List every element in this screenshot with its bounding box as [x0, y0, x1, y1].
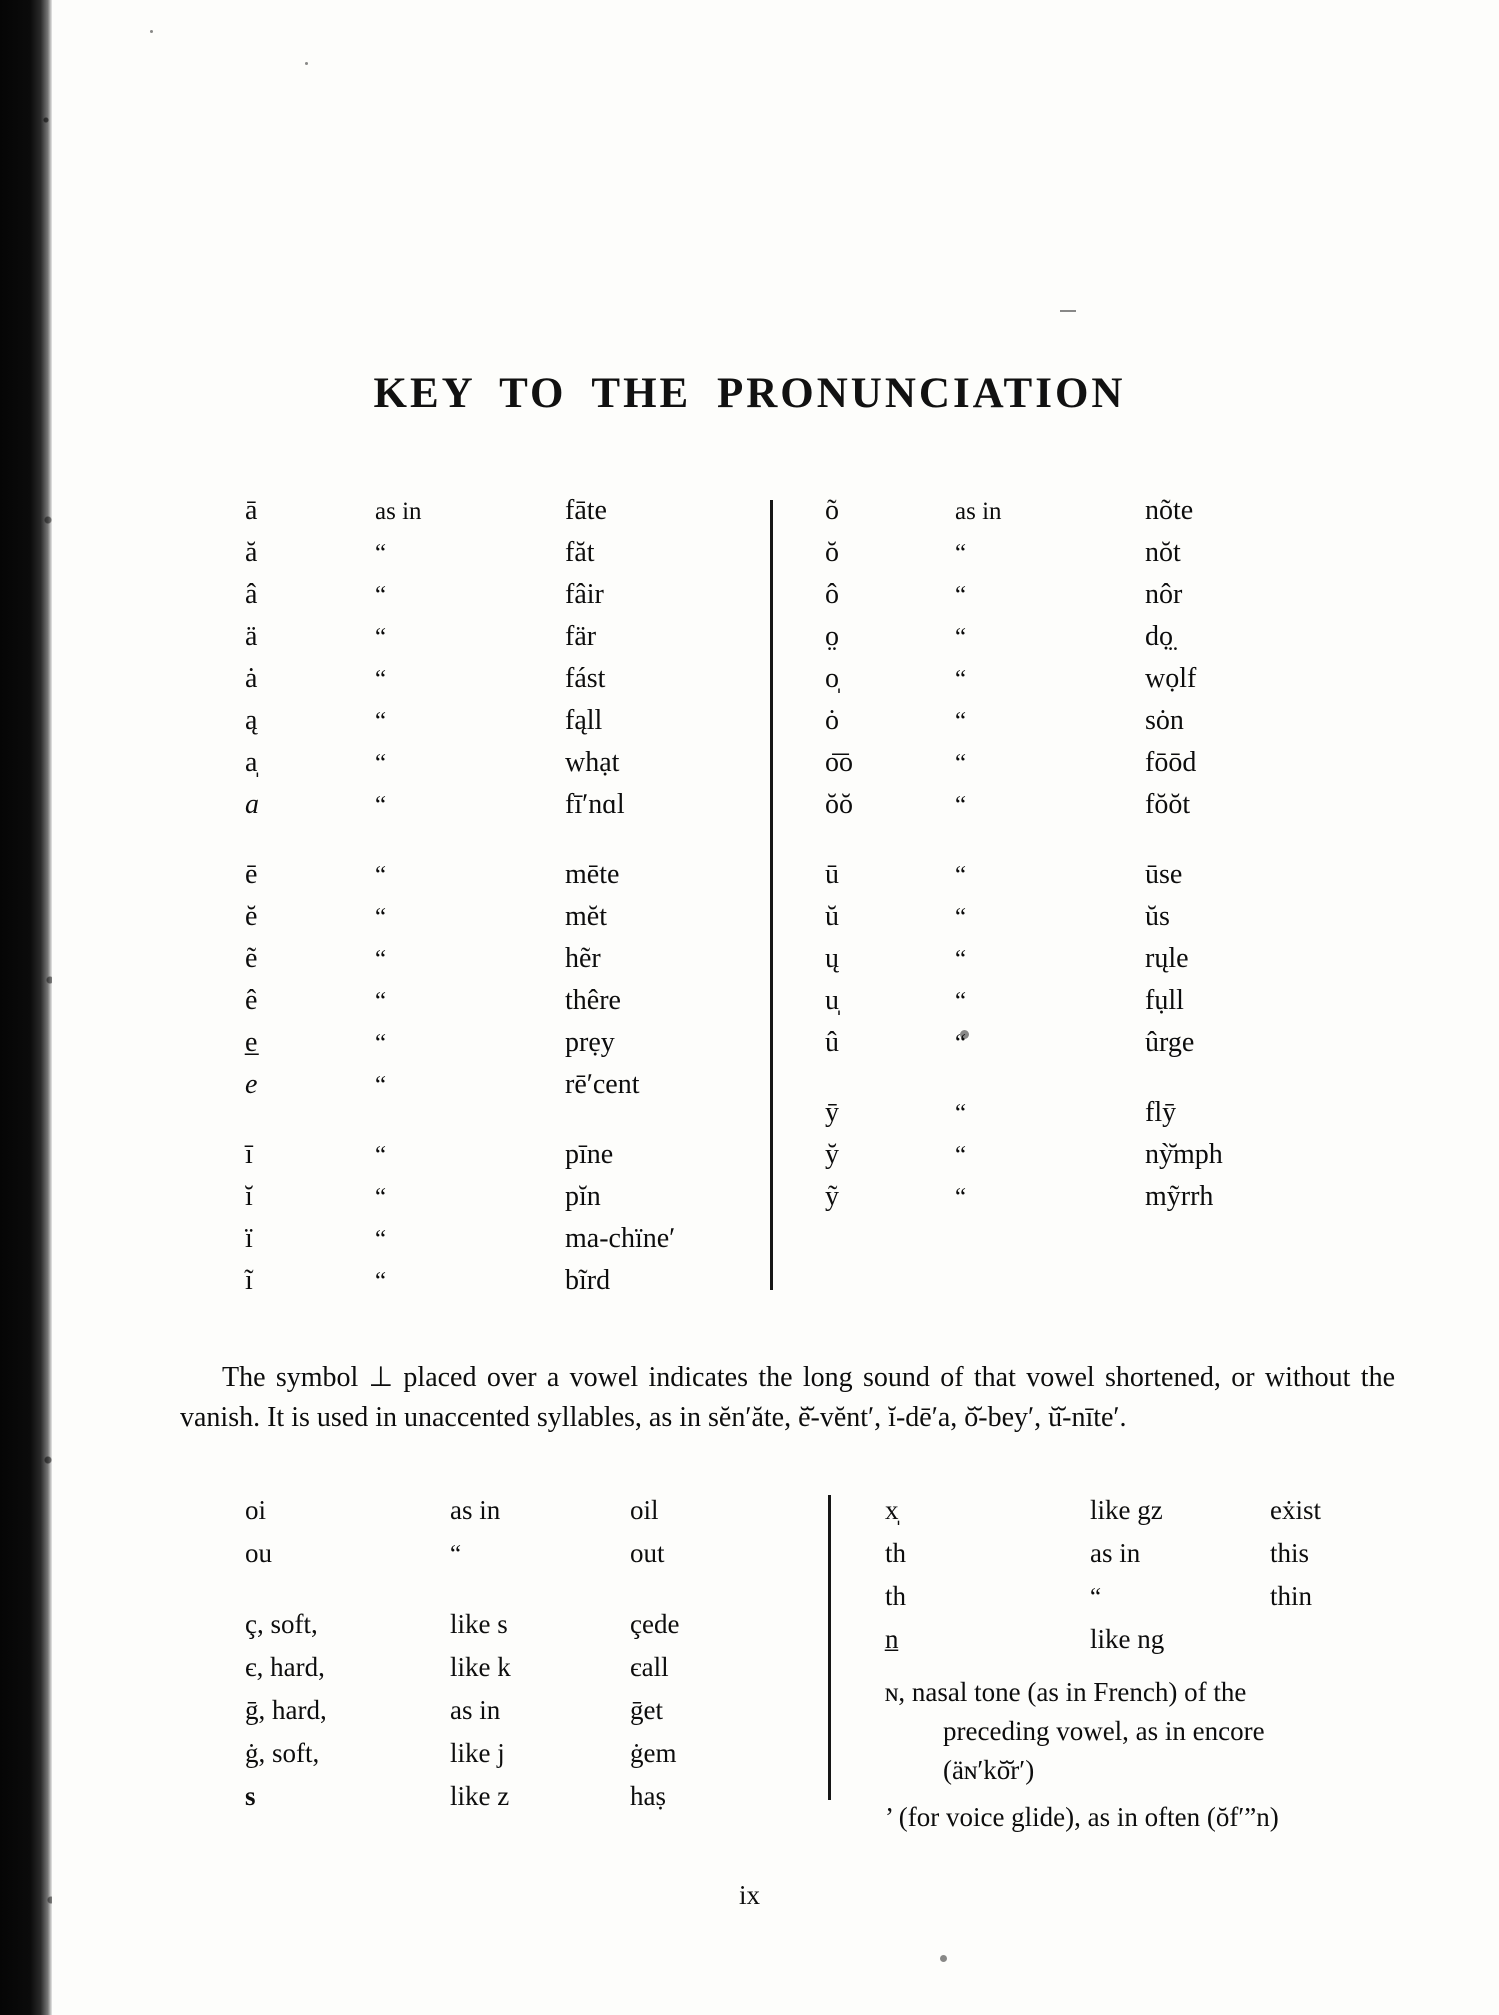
table-row	[245, 985, 805, 1027]
vowel-symbol: ẽ	[245, 943, 258, 974]
vowel-asin: “	[375, 862, 388, 889]
table-row	[825, 1181, 1385, 1223]
consonant-symbol: th	[885, 1581, 907, 1611]
table-row	[825, 901, 1385, 943]
row-spacer	[825, 831, 1385, 859]
vowel-symbol: o͞o	[825, 747, 853, 778]
vowel-example: pīne	[565, 1139, 614, 1170]
table-row	[245, 1495, 845, 1538]
vowel-symbol: ų	[825, 943, 839, 974]
table-row	[825, 1139, 1385, 1181]
table-row	[245, 1652, 845, 1695]
consonant-relation: like gz	[1090, 1495, 1163, 1525]
vowel-asin: “	[375, 1072, 388, 1099]
consonant-example: oil	[630, 1495, 659, 1525]
vowel-symbol: ī	[245, 1139, 253, 1170]
vowel-example: rųle	[1145, 943, 1189, 974]
vowel-asin: “	[375, 582, 388, 609]
consonant-relation: like s	[450, 1609, 508, 1639]
vowel-asin: as in	[955, 498, 1002, 525]
vowel-example: ūse	[1145, 859, 1183, 890]
table-row	[245, 1139, 805, 1181]
scan-speck	[940, 1955, 947, 1962]
consonant-symbol: x̩	[885, 1495, 899, 1525]
vowel-symbol: ŏ	[825, 537, 839, 568]
vowel-asin: “	[955, 1030, 968, 1057]
consonant-example: çede	[630, 1609, 680, 1639]
vowel-symbol: ȳ	[825, 1097, 839, 1128]
vowel-symbol: ĕ	[245, 901, 258, 932]
consonant-column-right	[885, 1495, 1465, 1838]
consonant-relation: like k	[450, 1652, 511, 1682]
vowel-example: mỹrrh	[1145, 1181, 1214, 1212]
vowel-symbol: õ	[825, 495, 839, 526]
vowel-asin: “	[955, 792, 968, 819]
consonant-relation: like j	[450, 1738, 505, 1768]
consonant-example: ġem	[630, 1738, 677, 1768]
table-row	[825, 1027, 1385, 1069]
vowel-example: rēʹcent	[565, 1069, 640, 1100]
table-row	[245, 579, 805, 621]
table-row	[245, 1223, 805, 1265]
vowel-asin: “	[955, 1100, 968, 1127]
vowel-symbol: ū	[825, 859, 839, 890]
vowel-example: bĩrd	[565, 1265, 611, 1296]
table-row	[245, 859, 805, 901]
explanatory-paragraph	[180, 1358, 1395, 1438]
vowel-example: fŏŏt	[1145, 789, 1191, 820]
vowel-asin: “	[375, 666, 388, 693]
vowel-symbol: â	[245, 579, 258, 610]
vowel-symbol: û	[825, 1027, 839, 1058]
vowel-column-left	[245, 495, 805, 1307]
nasal-note-line-2: preceding vowel, as in encore	[943, 1716, 1265, 1747]
table-row	[885, 1624, 1465, 1667]
vowel-example: dọ̤	[1145, 621, 1173, 652]
consonant-symbol: ḡ, hard,	[245, 1695, 327, 1725]
vowel-example: nôr	[1145, 579, 1183, 610]
vowel-symbol: ā	[245, 495, 258, 526]
table-row	[825, 943, 1385, 985]
table-row	[245, 621, 805, 663]
consonant-example: eẋist	[1270, 1495, 1321, 1525]
table-row	[245, 1781, 845, 1824]
vowel-example: prẹy	[565, 1027, 615, 1058]
vowel-example: fär	[565, 621, 597, 652]
vowel-symbol: a̩	[245, 747, 258, 778]
table-row	[245, 537, 805, 579]
table-row	[825, 621, 1385, 663]
row-spacer	[245, 1581, 845, 1609]
vowel-symbol: ê	[245, 985, 258, 1016]
vowel-example: hẽr	[565, 943, 601, 974]
table-row	[245, 705, 805, 747]
vowel-symbol: ỹ	[825, 1181, 839, 1212]
vowel-symbol: ô	[825, 579, 839, 610]
nasal-tone-note	[885, 1673, 1465, 1790]
table-row	[245, 495, 805, 537]
table-row	[885, 1538, 1465, 1581]
vowel-symbol: o̤	[825, 621, 839, 652]
vowel-symbol: ä	[245, 621, 258, 652]
consonant-relation: like ng	[1090, 1624, 1165, 1654]
nasal-note-line-3: (äɴʹkŏ̆rʹ)	[943, 1755, 1035, 1786]
nasal-note-line-1: ɴ, nasal tone (as in French) of the	[885, 1677, 1247, 1707]
table-row	[825, 705, 1385, 747]
table-row	[245, 663, 805, 705]
vowel-example: sȯn	[1145, 705, 1184, 736]
vowel-symbol: ă	[245, 537, 258, 568]
consonant-column-left	[245, 1495, 845, 1824]
scan-speck	[305, 62, 308, 65]
vowel-example: fōōd	[1145, 747, 1197, 778]
consonant-example: єall	[630, 1652, 669, 1682]
table-row	[245, 1069, 805, 1111]
vowel-example: mēte	[565, 859, 620, 890]
vowel-asin: “	[375, 792, 388, 819]
vowel-asin: “	[955, 624, 968, 651]
row-spacer	[245, 1111, 805, 1139]
vowel-symbol: ą	[245, 705, 258, 736]
consonant-example: out	[630, 1538, 665, 1568]
consonant-example: ḡet	[630, 1695, 663, 1725]
vowel-symbol: ȧ	[245, 663, 258, 694]
vowel-example: făt	[565, 537, 595, 568]
consonant-example: thin	[1270, 1581, 1313, 1611]
vowel-asin: “	[955, 1184, 968, 1211]
consonant-relation: “	[1090, 1584, 1103, 1611]
vowel-example: nõte	[1145, 495, 1194, 526]
vowel-asin: “	[955, 708, 968, 735]
table-row	[245, 1181, 805, 1223]
vowel-asin: “	[955, 750, 968, 777]
vowel-asin: “	[375, 1184, 388, 1211]
vowel-example: fąll	[565, 705, 603, 736]
vowel-example: fīʹnɑl	[565, 789, 625, 820]
vowel-symbol: a	[245, 789, 259, 820]
vowel-symbol: e̲	[245, 1027, 258, 1058]
vowel-symbol: ŭ	[825, 901, 839, 932]
table-row	[245, 943, 805, 985]
table-row	[885, 1495, 1465, 1538]
table-row	[825, 1097, 1385, 1139]
vowel-example: nỳ̆mph	[1145, 1139, 1223, 1170]
voice-glide-note: ’ (for voice glide), as in often (ŏfʹ”n)	[885, 1802, 1279, 1833]
vowel-asin: “	[375, 904, 388, 931]
vowel-symbol: o̩	[825, 663, 839, 694]
vowel-asin: “	[375, 708, 388, 735]
table-row	[245, 1609, 845, 1652]
vowel-example: thêre	[565, 985, 621, 1016]
vowel-example: fást	[565, 663, 606, 694]
consonant-symbol: oi	[245, 1495, 267, 1525]
vowel-asin: “	[375, 1226, 388, 1253]
table-row	[825, 537, 1385, 579]
vowel-example: wọlf	[1145, 663, 1197, 694]
vowel-asin: “	[375, 1268, 388, 1295]
table-row	[825, 663, 1385, 705]
vowel-asin: “	[955, 582, 968, 609]
consonant-relation: as in	[450, 1495, 501, 1525]
table-row	[245, 789, 805, 831]
vowel-asin: “	[375, 988, 388, 1015]
table-row	[245, 1738, 845, 1781]
vowel-example: fāte	[565, 495, 607, 526]
row-spacer	[245, 831, 805, 859]
consonant-example: haṣ	[630, 1781, 666, 1811]
vowel-example: nŏt	[1145, 537, 1181, 568]
table-row	[825, 985, 1385, 1027]
scan-speck	[1060, 310, 1076, 312]
vowel-example: ûrge	[1145, 1027, 1195, 1058]
table-row	[245, 1265, 805, 1307]
page-number: ix	[738, 1880, 760, 1910]
consonant-symbol: s	[245, 1781, 256, 1811]
vowel-column-right	[825, 495, 1385, 1223]
consonant-relation: “	[450, 1541, 463, 1568]
vowel-asin: “	[955, 666, 968, 693]
vowel-example: flȳ	[1145, 1097, 1177, 1128]
table-row	[825, 495, 1385, 537]
vowel-example: ŭs	[1145, 901, 1170, 932]
vowel-asin: as in	[375, 498, 422, 525]
vowel-symbol: u̩	[825, 985, 839, 1016]
table-row	[825, 859, 1385, 901]
vowel-asin: “	[375, 1030, 388, 1057]
table-row	[825, 789, 1385, 831]
vowel-symbol: ĭ	[245, 1181, 253, 1212]
consonant-symbol: ou	[245, 1538, 272, 1568]
paragraph-text: The symbol ⊥ placed over a vowel indicates the long sound of that vowel shortened, or without the vanish. It is used in unaccented syllables, as in sĕnʹăte, ĕ̆-vĕntʹ, ĭ-dēʹa, ŏ̆-beyʹ, ŭ̆-nīteʹ.	[180, 1362, 1395, 1433]
table-row	[885, 1581, 1465, 1624]
consonant-symbol: n̲	[885, 1624, 899, 1654]
table-row	[245, 1027, 805, 1069]
vowel-example: ma-chïneʹ	[565, 1223, 676, 1254]
vowel-asin: “	[955, 904, 968, 931]
vowel-example: whạt	[565, 747, 620, 778]
vowel-asin: “	[375, 1142, 388, 1169]
row-spacer	[825, 1069, 1385, 1097]
vowel-symbol: ï	[245, 1223, 253, 1254]
consonant-relation: as in	[450, 1695, 501, 1725]
table-row	[825, 747, 1385, 789]
table-row	[245, 747, 805, 789]
vowel-symbol: ē	[245, 859, 258, 890]
vowel-asin: “	[375, 750, 388, 777]
table-row	[245, 901, 805, 943]
vowel-symbol: e	[245, 1069, 258, 1100]
consonant-symbol: th	[885, 1538, 907, 1568]
vowel-asin: “	[955, 1142, 968, 1169]
vowel-symbol: ŏŏ	[825, 789, 853, 820]
table-row	[245, 1538, 845, 1581]
vowel-asin: “	[375, 540, 388, 567]
consonant-symbol: ç, soft,	[245, 1609, 318, 1639]
consonant-relation: like z	[450, 1781, 510, 1811]
vowel-asin: “	[375, 946, 388, 973]
vowel-symbol: ȯ	[825, 705, 839, 736]
vowel-asin: “	[955, 862, 968, 889]
page-title: KEY TO THE PRONUNCIATION	[373, 369, 1126, 417]
consonant-relation: as in	[1090, 1538, 1141, 1568]
consonant-example: this	[1270, 1538, 1310, 1568]
vowel-asin: “	[955, 988, 968, 1015]
scan-speck	[150, 30, 153, 33]
vowel-asin: “	[955, 946, 968, 973]
table-row	[825, 579, 1385, 621]
vowel-example: fâir	[565, 579, 604, 610]
vowel-example: mĕt	[565, 901, 607, 932]
vowel-example: fụll	[1145, 985, 1184, 1016]
consonant-symbol: є, hard,	[245, 1652, 325, 1682]
vowel-symbol: ĩ	[245, 1265, 253, 1296]
vowel-symbol: y̆	[825, 1139, 839, 1170]
vowel-asin: “	[955, 540, 968, 567]
table-row	[245, 1695, 845, 1738]
consonant-symbol: ġ, soft,	[245, 1738, 320, 1768]
vowel-asin: “	[375, 624, 388, 651]
vowel-example: pĭn	[565, 1181, 601, 1212]
